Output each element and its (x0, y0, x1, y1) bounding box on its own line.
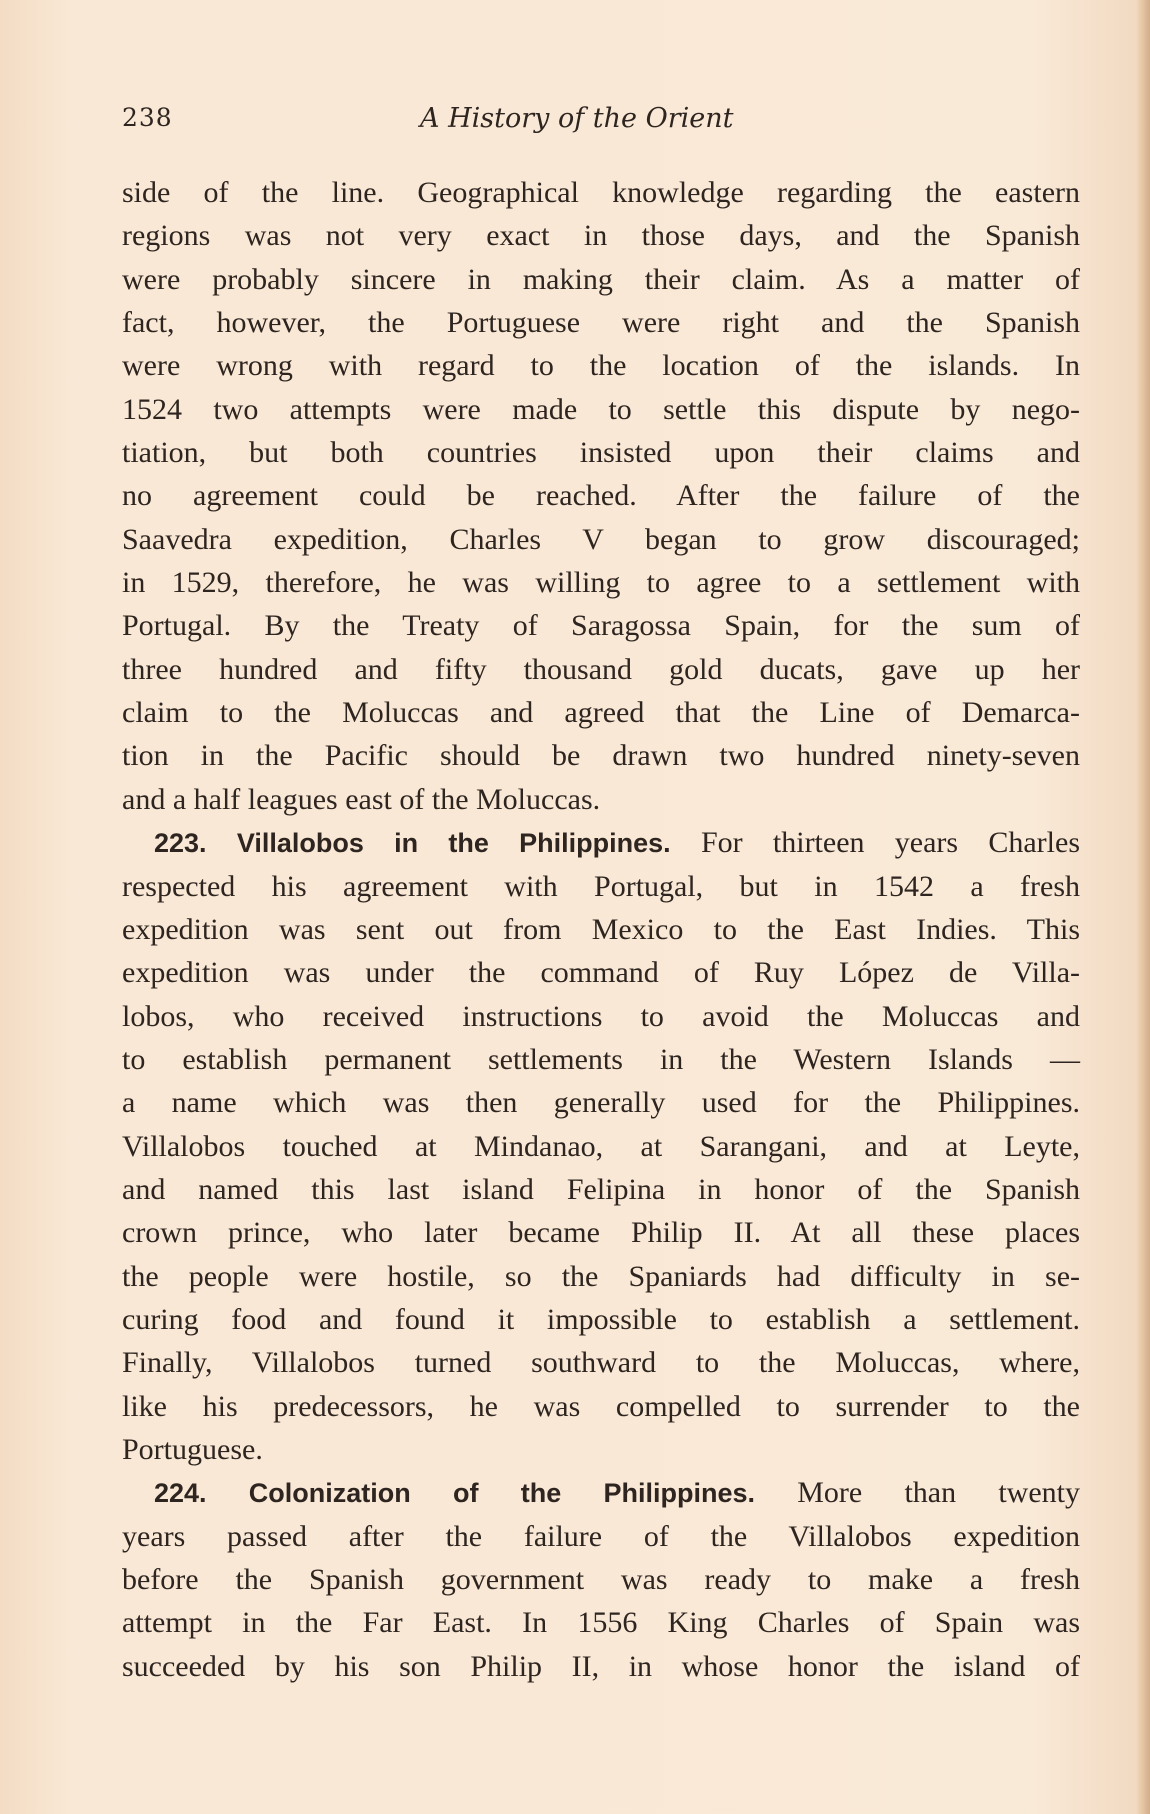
text-line: and a half leagues east of the Moluccas. (122, 782, 601, 816)
text-line: were wrong with regard to the location of the islands. In (122, 349, 1080, 383)
text-line: claim to the Moluccas and agreed that the Line of Demarca- (122, 696, 1080, 730)
section-text: For thirteen years Charles (670, 826, 1080, 860)
text-line: side of the line. Geographical knowledge regarding the eastern (122, 176, 1080, 209)
page-edge-shadow (1136, 0, 1150, 1814)
text-line: lobos, who received instructions to avoid the Moluccas and (122, 999, 1080, 1033)
text-line: Villalobos touched at Mindanao, at Sarangani, and at Leyte, (122, 1129, 1080, 1163)
text-line: Portuguese. (122, 1432, 263, 1466)
section-heading: 223. Villalobos in the Philippines. (154, 828, 671, 859)
text-line: Saavedra expedition, Charles V began to grow discouraged; (122, 522, 1080, 556)
text-line: respected his agreement with Portugal, but in 1542 a fresh (122, 869, 1080, 903)
page-number: 238 (122, 103, 173, 132)
text-line: curing food and found it impossible to establish a settlement. (122, 1302, 1080, 1336)
text-line: in 1529, therefore, he was willing to agree to a settlement with (122, 566, 1080, 600)
text-line: like his predecessors, he was compelled to surrender to the (122, 1389, 1080, 1423)
text-line: fact, however, the Portuguese were right and the Spanish (122, 306, 1080, 340)
text-line: to establish permanent settlements in the Western Islands — (122, 1042, 1080, 1076)
text-line: were probably sincere in making their claim. As a matter of (122, 262, 1080, 296)
section-heading-line (122, 1471, 1080, 1514)
text-line: and named this last island Felipina in honor of the Spanish (122, 1172, 1080, 1206)
text-line: attempt in the Far East. In 1556 King Charles of Spain was (122, 1606, 1080, 1640)
text-line: no agreement could be reached. After the failure of the (122, 479, 1080, 513)
text-line: 1524 two attempts were made to settle this dispute by nego- (122, 392, 1080, 426)
body-text (122, 171, 1080, 1688)
text-line: Portugal. By the Treaty of Saragossa Spain, for the sum of (122, 609, 1080, 643)
text-line: expedition was sent out from Mexico to the East Indies. This (122, 912, 1080, 946)
running-title: A History of the Orient (420, 103, 734, 134)
text-line: tiation, but both countries insisted upon their claims and (122, 436, 1080, 470)
text-line: tion in the Pacific should be drawn two hundred ninety-seven (122, 739, 1080, 773)
section-text: More than twenty (755, 1476, 1080, 1510)
text-line: succeeded by his son Philip II, in whose honor the island of (122, 1649, 1080, 1683)
text-line: years passed after the failure of the Villalobos expedition (122, 1519, 1080, 1553)
text-line: crown prince, who later became Philip II. At all these places (122, 1216, 1080, 1250)
text-line: a name which was then generally used for the Philippines. (122, 1086, 1080, 1120)
text-line: before the Spanish government was ready to make a fresh (122, 1563, 1080, 1596)
text-line: the people were hostile, so the Spaniards had difficulty in se- (122, 1259, 1080, 1293)
section-heading-line (122, 821, 1080, 864)
section-heading: 224. Colonization of the Philippines. (154, 1478, 755, 1509)
text-line: expedition was under the command of Ruy López de Villa- (122, 956, 1080, 990)
text-line: regions was not very exact in those days, and the Spanish (122, 219, 1080, 253)
text-line: Finally, Villalobos turned southward to the Moluccas, where, (122, 1346, 1080, 1380)
text-line: three hundred and fifty thousand gold ducats, gave up her (122, 652, 1080, 686)
page-header (122, 103, 1080, 143)
